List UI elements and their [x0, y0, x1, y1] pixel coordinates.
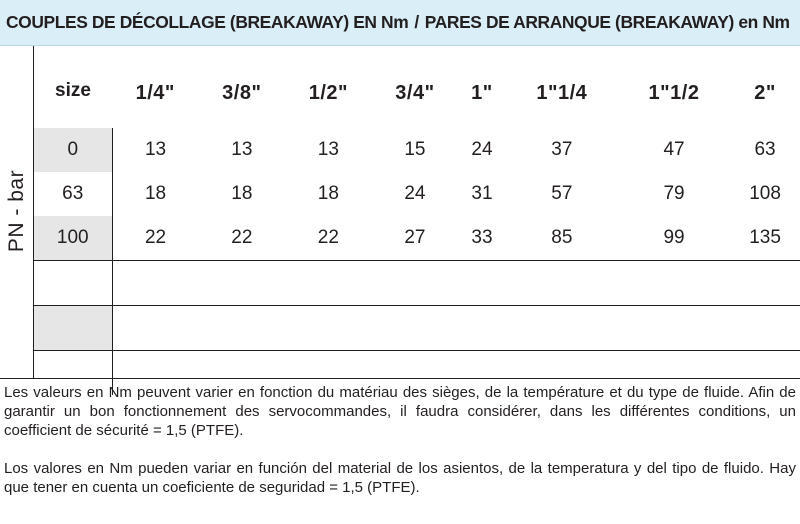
empty-label-cell: [34, 261, 112, 306]
size-header-cell: 1"1/2: [648, 81, 700, 104]
header-row: [34, 46, 800, 128]
torque-cell: 24: [471, 139, 493, 160]
size-header-cell: 1/4": [135, 81, 175, 104]
torque-cell: 15: [404, 139, 426, 160]
row-axis-label-cell: [0, 46, 34, 379]
torque-cell: 57: [551, 183, 573, 204]
pn-value-cell: 0: [34, 128, 112, 172]
pn-value-cell: 63: [34, 172, 112, 216]
table-title: [0, 0, 800, 46]
torque-cell: 47: [663, 139, 685, 160]
torque-cell: 85: [551, 227, 573, 248]
table-row: [34, 172, 800, 216]
empty-label-cell: [34, 306, 112, 351]
torque-cell: 18: [317, 183, 339, 204]
torque-cell: 135: [749, 227, 781, 248]
torque-cell: 27: [404, 227, 426, 248]
torque-grid: [34, 46, 800, 395]
torque-cell: 13: [231, 139, 253, 160]
pn-value-cell: 100: [34, 216, 112, 261]
torque-cell: 13: [144, 139, 167, 160]
size-header-cell: 3/8": [222, 81, 262, 104]
torque-cell: 22: [317, 227, 339, 248]
torque-cell: 18: [144, 183, 167, 204]
title-separator: /: [414, 12, 419, 32]
size-header-cell: 1"1/4: [536, 81, 588, 104]
size-header-cell: 1": [471, 81, 493, 104]
breakaway-torque-table: [0, 46, 800, 379]
size-header-cell: 1/2": [308, 81, 349, 104]
torque-cell: 24: [404, 183, 426, 204]
empty-row: [34, 306, 800, 351]
torque-cell: 99: [663, 227, 685, 248]
size-header: size: [55, 80, 91, 101]
torque-cell: 108: [749, 183, 781, 204]
torque-cell: 22: [144, 227, 167, 248]
torque-cell: 31: [471, 183, 493, 204]
table-row: [34, 128, 800, 172]
table-row: [34, 216, 800, 261]
title-spanish: PARES DE ARRANQUE (BREAKAWAY) en Nm: [424, 12, 790, 32]
torque-cell: 33: [471, 227, 493, 248]
torque-cell: 22: [231, 227, 253, 248]
notes: [4, 383, 796, 497]
row-axis-label: PN - bar: [5, 169, 28, 253]
empty-row: [34, 261, 800, 306]
note-spanish: Los valores en Nm pueden variar en función del material de los asientos, de la temperatura y del tipo de fluido. Hay que tener en cuenta un coeficiente de seguridad = 1,5 (PTFE).: [4, 460, 796, 496]
torque-cell: 63: [754, 139, 776, 160]
torque-cell: 79: [663, 183, 685, 204]
title-french: COUPLES DE DÉCOLLAGE (BREAKAWAY) EN Nm: [6, 12, 409, 32]
size-header-cell: 2": [754, 81, 776, 104]
torque-cell: 13: [317, 139, 339, 160]
torque-cell: 37: [551, 139, 573, 160]
size-header-cell: 3/4": [395, 81, 435, 104]
torque-cell: 18: [231, 183, 253, 204]
note-french: Les valeurs en Nm peuvent varier en fonction du matériau des sièges, de la température et du type de fluide. Afin de garantir un bon fonctionnement des servocommandes, il faudra considérer, dans les différentes conditions, un coefficient de sécurité = 1,5 (PTFE).: [4, 384, 796, 439]
